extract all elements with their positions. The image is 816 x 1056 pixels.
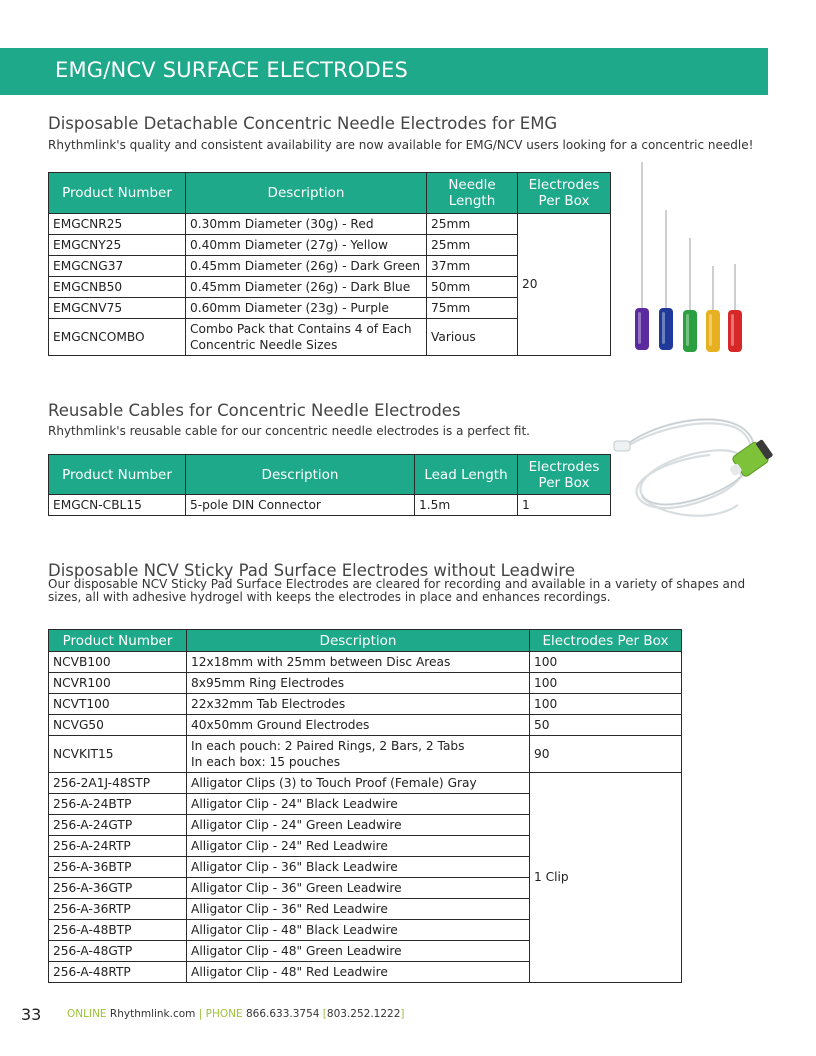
product-description: 0.40mm Diameter (27g) - Yellow [186, 235, 427, 256]
product-number: EMGCNY25 [49, 235, 186, 256]
needle-hub [706, 310, 720, 352]
electrodes-per-box: 20 [518, 214, 611, 356]
product-number: 256-2A1J-48STP [49, 773, 187, 794]
sticky-pad-table [48, 629, 682, 983]
product-number: 256-A-36RTP [49, 899, 187, 920]
product-number: NCVT100 [49, 694, 187, 715]
table-row [49, 673, 682, 694]
needle-hub [728, 310, 742, 352]
product-description: Alligator Clips (3) to Touch Proof (Female) Gray [187, 773, 530, 794]
product-number: 256-A-24RTP [49, 836, 187, 857]
description-line: In each box: 15 pouches [191, 755, 341, 769]
needle-hub [635, 308, 649, 350]
electrodes-per-box: 100 [530, 652, 682, 673]
section3-description: Our disposable NCV Sticky Pad Surface Electrodes are cleared for recording and available in a variety of shapes and sizes, all with adhesive hydrogel with keeps the electrodes in place and enhances recordings. [48, 577, 746, 604]
table-header-row [49, 173, 611, 214]
electrodes-per-box: 100 [530, 694, 682, 715]
product-number: 256-A-48BTP [49, 920, 187, 941]
needle-length: 37mm [427, 256, 518, 277]
section1-description: Rhythmlink's quality and consistent availability are now available for EMG/NCV users looking for a concentric needle! [48, 138, 754, 152]
table-row [49, 773, 682, 794]
section2-title: Reusable Cables for Concentric Needle Electrodes [48, 401, 461, 420]
product-number: 256-A-48RTP [49, 962, 187, 983]
table-row [49, 214, 611, 235]
cable-table [48, 454, 611, 516]
product-description [187, 736, 530, 773]
alt-phone-number: 803.252.1222 [326, 1008, 401, 1020]
column-header: Description [187, 630, 530, 652]
table-header-row [49, 455, 611, 495]
table-row [49, 495, 611, 516]
product-number: NCVG50 [49, 715, 187, 736]
product-description: 40x50mm Ground Electrodes [187, 715, 530, 736]
product-description: Alligator Clip - 24" Green Leadwire [187, 815, 530, 836]
product-description: 0.60mm Diameter (23g) - Purple [186, 298, 427, 319]
product-description: Alligator Clip - 36" Black Leadwire [187, 857, 530, 878]
phone-number: 866.633.3754 [245, 1008, 320, 1020]
electrodes-per-box: 50 [530, 715, 682, 736]
product-description: Alligator Clip - 36" Green Leadwire [187, 878, 530, 899]
bracket-open: [ [322, 1008, 327, 1020]
phone-label: PHONE [205, 1008, 243, 1020]
table-header-row [49, 630, 682, 652]
header-banner [0, 48, 768, 95]
footer-separator: | [198, 1008, 203, 1020]
needle-hub [683, 310, 697, 352]
product-description: Alligator Clip - 48" Green Leadwire [187, 941, 530, 962]
column-header: Electrodes Per Box [518, 173, 611, 214]
product-description: Alligator Clip - 24" Black Leadwire [187, 794, 530, 815]
product-description: Combo Pack that Contains 4 of Each Concentric Needle Sizes [186, 319, 427, 356]
description-line: In each pouch: 2 Paired Rings, 2 Bars, 2 Tabs [191, 739, 465, 753]
needle-length: 75mm [427, 298, 518, 319]
product-description: 22x32mm Tab Electrodes [187, 694, 530, 715]
product-number: EMGCNCOMBO [49, 319, 186, 356]
needle-length: 50mm [427, 277, 518, 298]
page-number: 33 [21, 1005, 42, 1024]
column-header: Product Number [49, 173, 186, 214]
bracket-close: ] [400, 1008, 405, 1020]
footer-contact [67, 1008, 405, 1020]
product-number: NCVR100 [49, 673, 187, 694]
table-row [49, 736, 682, 773]
product-number: EMGCNR25 [49, 214, 186, 235]
product-description: 0.45mm Diameter (26g) - Dark Green [186, 256, 427, 277]
column-header: Electrodes Per Box [530, 630, 682, 652]
product-description: Alligator Clip - 48" Red Leadwire [187, 962, 530, 983]
column-header: Product Number [49, 455, 186, 495]
online-label: ONLINE [67, 1008, 107, 1020]
product-description: 12x18mm with 25mm between Disc Areas [187, 652, 530, 673]
product-description: 5-pole DIN Connector [186, 495, 415, 516]
table-row [49, 715, 682, 736]
page-title: EMG/NCV SURFACE ELECTRODES [55, 58, 409, 82]
electrodes-per-box: 100 [530, 673, 682, 694]
column-header: Lead Length [415, 455, 518, 495]
column-header: Needle Length [427, 173, 518, 214]
needle-length: Various [427, 319, 518, 356]
product-description: Alligator Clip - 48" Black Leadwire [187, 920, 530, 941]
column-header: Description [186, 173, 427, 214]
section2-description: Rhythmlink's reusable cable for our concentric needle electrodes is a perfect fit. [48, 424, 530, 438]
product-number: EMGCN-CBL15 [49, 495, 186, 516]
product-number: 256-A-36BTP [49, 857, 187, 878]
product-number: 256-A-24GTP [49, 815, 187, 836]
product-number: 256-A-36GTP [49, 878, 187, 899]
concentric-needle-electrodes-image [620, 160, 760, 360]
electrodes-per-box: 1 [518, 495, 611, 516]
electrodes-per-box: 1 Clip [530, 773, 682, 983]
column-header: Product Number [49, 630, 187, 652]
website-link[interactable]: Rhythmlink.com [109, 1008, 196, 1020]
section3-title: Disposable NCV Sticky Pad Surface Electrodes without Leadwire [48, 561, 575, 580]
product-number: EMGCNV75 [49, 298, 186, 319]
needle-length: 25mm [427, 235, 518, 256]
needle-electrode-table [48, 172, 611, 356]
needle-length: 25mm [427, 214, 518, 235]
section1-title: Disposable Detachable Concentric Needle Electrodes for EMG [48, 114, 558, 133]
needle-hub [659, 308, 673, 350]
product-description: 0.45mm Diameter (26g) - Dark Blue [186, 277, 427, 298]
column-header: Electrodes Per Box [518, 455, 611, 495]
electrodes-per-box: 90 [530, 736, 682, 773]
product-number: 256-A-48GTP [49, 941, 187, 962]
column-header: Description [186, 455, 415, 495]
product-description: 8x95mm Ring Electrodes [187, 673, 530, 694]
lead-length: 1.5m [415, 495, 518, 516]
table-row [49, 694, 682, 715]
product-number: 256-A-24BTP [49, 794, 187, 815]
reusable-cable-image [612, 405, 778, 527]
product-number: NCVKIT15 [49, 736, 187, 773]
product-number: EMGCNB50 [49, 277, 186, 298]
product-number: EMGCNG37 [49, 256, 186, 277]
product-number: NCVB100 [49, 652, 187, 673]
product-description: Alligator Clip - 24" Red Leadwire [187, 836, 530, 857]
table-row [49, 652, 682, 673]
product-description: 0.30mm Diameter (30g) - Red [186, 214, 427, 235]
product-description: Alligator Clip - 36" Red Leadwire [187, 899, 530, 920]
